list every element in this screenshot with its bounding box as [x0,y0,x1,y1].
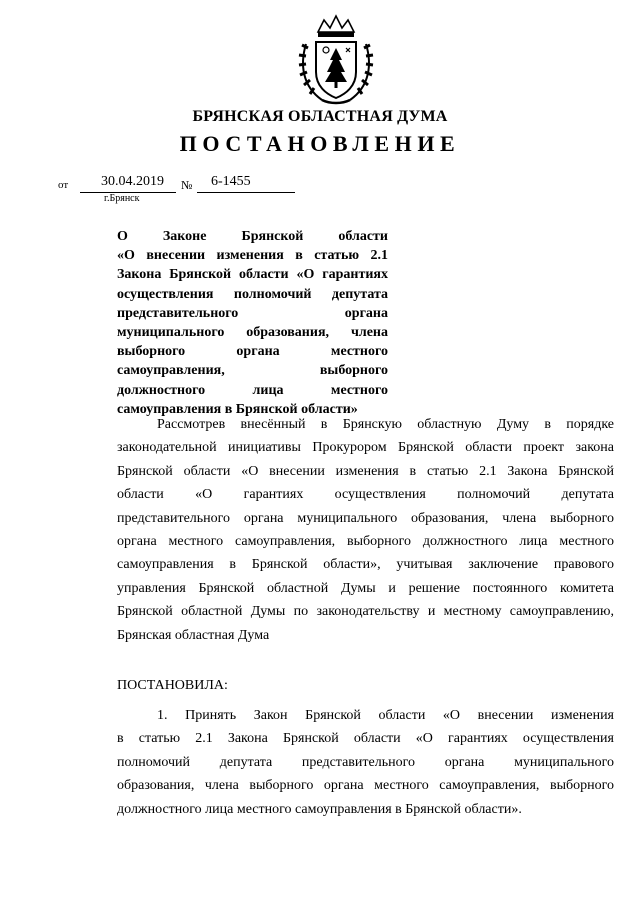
subject-line: самоуправления, выборного [117,363,388,379]
item-line: образования, члена выборного органа местного самоуправления, выборного [117,778,614,794]
subject-line: муниципального образования, члена [117,325,388,341]
decision-heading: ПОСТАНОВИЛА: [117,678,228,693]
body-line: самоуправления в Брянской области», учитывая заключение правового [117,557,614,573]
item-line: должностного лица местного самоуправления в Брянской области». [117,801,522,817]
number-underline [197,192,295,193]
resolution-item-1 [117,704,614,821]
body-line: области «О гарантиях осуществления полномочий депутата [117,487,614,503]
subject-line: «О внесении изменения в статью 2.1 [117,248,388,264]
subject-line: О Законе Брянской области [117,229,388,244]
body-line: Брянской областной Думы по законодательству и местному самоуправлению, [117,604,614,620]
subject-line: осуществления полномочий депутата [117,286,388,302]
number-sign-label: № [181,178,193,192]
subject-line: представительного органа [117,305,388,321]
body-line: управления Брянской областной Думы и решение постоянного комитета [117,580,614,596]
item-line: полномочий депутата представительного органа муниципального [117,754,614,770]
coat-of-arms-emblem [296,14,376,106]
document-type-title: ПОСТАНОВЛЕНИЕ [179,131,461,156]
organization-title: БРЯНСКАЯ ОБЛАСТНАЯ ДУМА [192,108,448,125]
body-line: законодательной инициативы Прокурором Брянской области проект закона [117,440,614,456]
body-line: Рассмотрев внесённый в Брянскую областную Думу в порядке [157,417,614,432]
date-prefix-label: от [58,179,69,191]
body-line: органа местного самоуправления, выборного должностного лица местного [117,534,614,550]
city-label: г.Брянск [104,193,140,204]
subject-line: должностного лица местного [117,382,388,398]
subject-line: Закона Брянской области «О гарантиях [117,267,388,283]
body-line: представительного органа муниципального образования, члена выборного [117,510,614,526]
item-line: в статью 2.1 Закона Брянской области «О гарантиях осуществления [117,731,614,747]
body-line: Брянская областная Дума [117,627,270,643]
body-line: Брянской области «О внесении изменения в статью 2.1 Закона Брянской [117,463,614,479]
item-line: 1. Принять Закон Брянской области «О внесении изменения [157,708,614,723]
document-number: 6-1455 [211,174,251,189]
document-date: 30.04.2019 [101,174,164,189]
document-subject [117,227,388,419]
preamble-paragraph [117,413,614,647]
subject-line: самоуправления в Брянской области» [117,401,358,417]
subject-line: выборного органа местного [117,344,388,360]
